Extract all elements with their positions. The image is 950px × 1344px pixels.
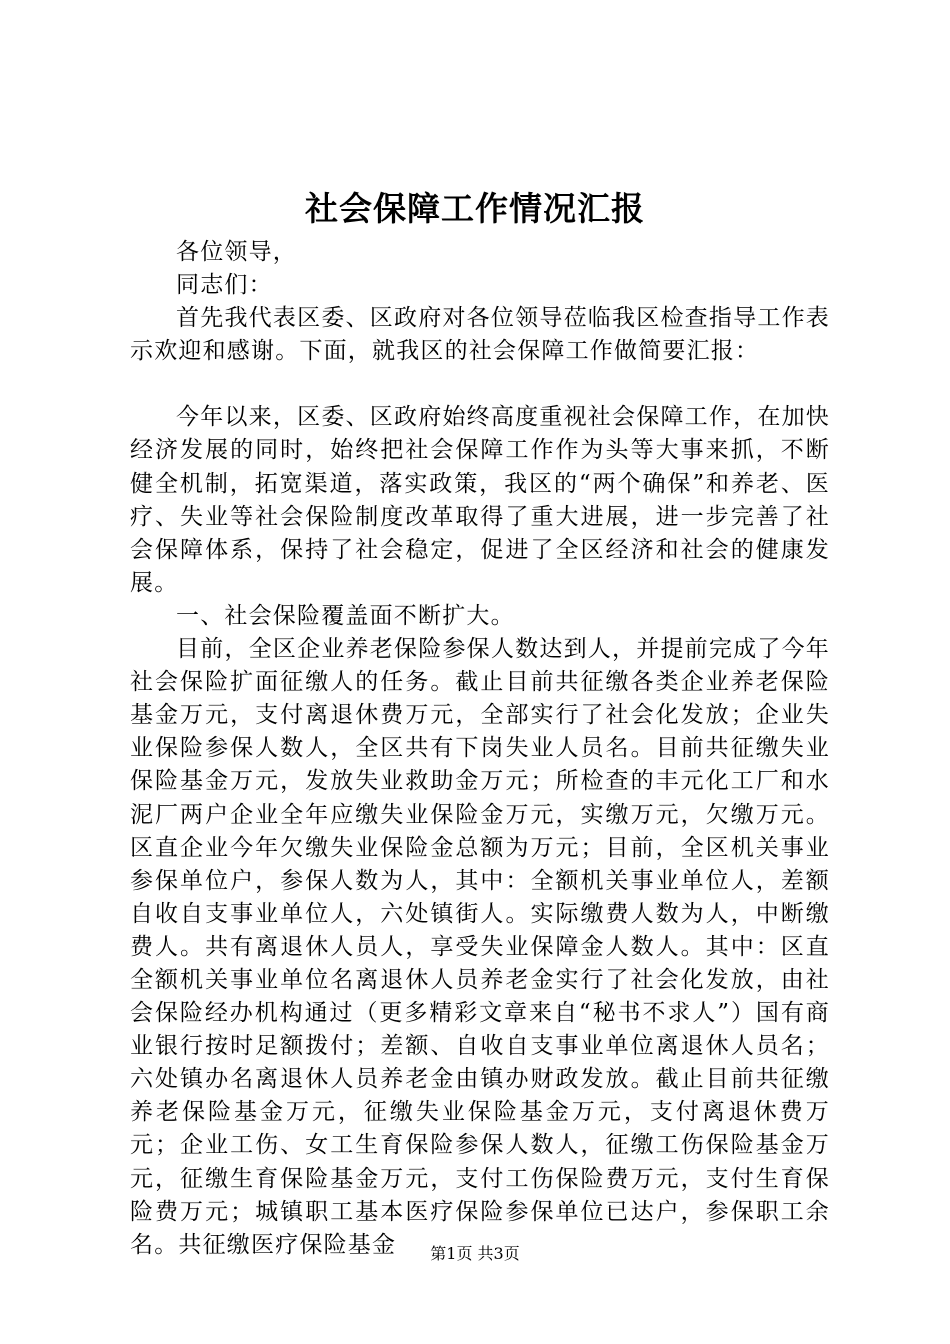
- salutation-leaders: 各位领导，: [176, 239, 297, 265]
- section-1-paragraph: 目前，全区企业养老保险参保人数达到人，并提前完成了今年社会保险扩面征缴人的任务。截止目前共征缴各类企业养老保险基金万元，支付离退休费万元，全部实行了社会化发放；企业失业保险参保人数人，全区共有下岗失业人员名。目前共征缴失业保险基金万元，发放失业救助金万元；所检查的丰元化工厂和水泥厂两户企业全年应缴失业保险金万元，实缴万元，欠缴万元。区直企业今年欠缴失业保险金总额为万元；目前，全区机关事业参保单位户，参保人数为人，其中：全额机关事业单位人，差额自收自支事业单位人，六处镇街人。实际缴费人数为人，中断缴费人。共有离退休人员人，享受失业保障金人数人。其中：区直全额机关事业单位名离退休人员养老金实行了社会化发放，由社会保险经办机构通过（更多精彩文章来自“秘书不求人”）国有商业银行按时足额拨付；差额、自收自支事业单位离退休人员名；六处镇办名离退休人员养老金由镇办财政发放。截止目前共征缴养老保险基金万元，征缴失业保险基金万元，支付离退休费万元；企业工伤、女工生育保险参保人数人，征缴工伤保险基金万元，征缴生育保险基金万元，支付工伤保险费万元，支付生育保险费万元；城镇职工基本医疗保险参保单位已达户，参保职工余名。共征缴医疗保险基金: [130, 636, 830, 1258]
- intro-paragraph: 首先我代表区委、区政府对各位领导莅临我区检查指导工作表示欢迎和感谢。下面，就我区的社会保障工作做简要汇报：: [130, 305, 830, 365]
- salutation-comrades: 同志们：: [176, 272, 273, 299]
- page-number: 第1页 共3页: [430, 1244, 520, 1263]
- document-body: [130, 236, 830, 1262]
- document-title: 社会保障工作情况汇报: [305, 189, 645, 228]
- overview-paragraph: 今年以来，区委、区政府始终高度重视社会保障工作，在加快经济发展的同时，始终把社会保障工作作为头等大事来抓，不断健全机制，拓宽渠道，落实政策，我区的“两个确保”和养老、医疗、失业等社会保险制度改革取得了重大进展，进一步完善了社会保障体系，保持了社会稳定，促进了全区经济和社会的健康发展。: [130, 404, 830, 596]
- section-heading-1: 一、社会保险覆盖面不断扩大。: [176, 602, 515, 629]
